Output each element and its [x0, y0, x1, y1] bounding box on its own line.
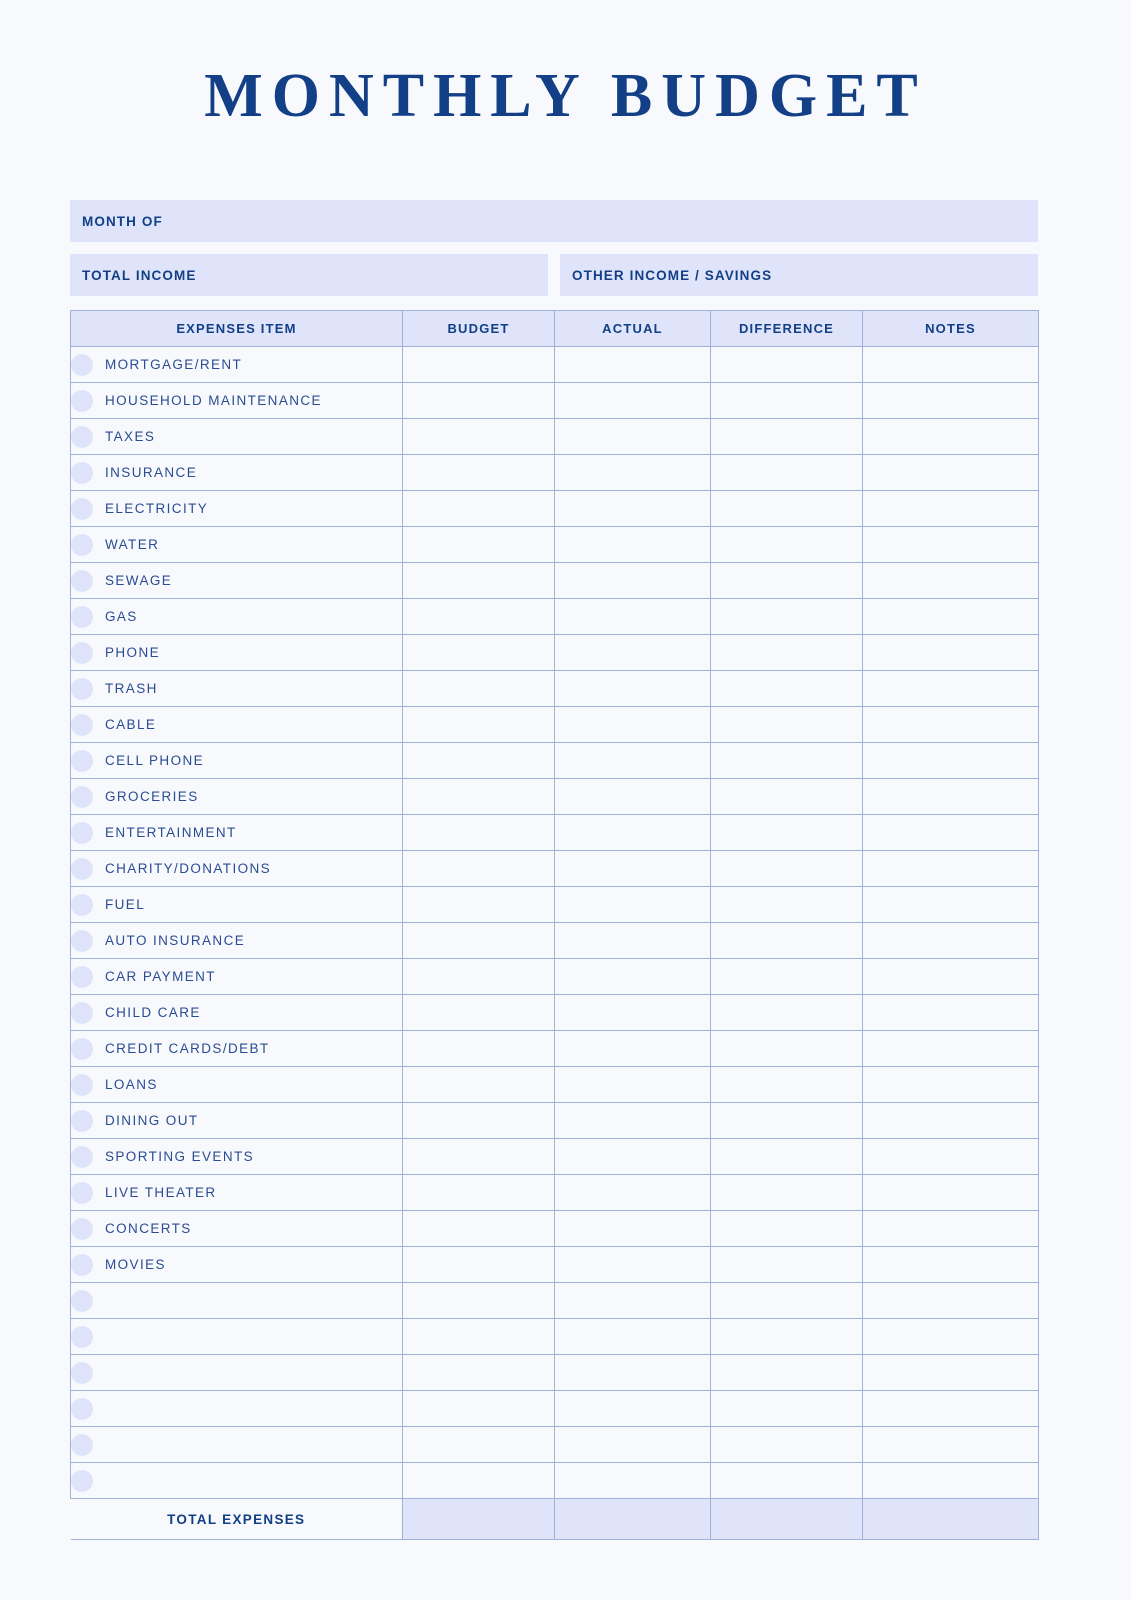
- table-row: [71, 599, 1039, 635]
- total-income-field[interactable]: [70, 254, 548, 296]
- table-footer: [71, 1499, 1039, 1540]
- expense-item-cell[interactable]: [71, 635, 403, 671]
- table-row: [71, 1103, 1039, 1139]
- difference-cell[interactable]: [711, 995, 863, 1031]
- expense-item-label: FUEL: [105, 897, 146, 912]
- notes-cell[interactable]: [863, 1031, 1039, 1067]
- expense-item-cell[interactable]: [71, 1319, 403, 1355]
- notes-cell[interactable]: [863, 1067, 1039, 1103]
- table-row: [71, 815, 1039, 851]
- expense-item-cell[interactable]: [71, 707, 403, 743]
- table-row: [71, 455, 1039, 491]
- table-row: [71, 1031, 1039, 1067]
- expense-item-cell[interactable]: [71, 959, 403, 995]
- bullet-circle-icon: [71, 1218, 93, 1240]
- actual-cell[interactable]: [555, 1139, 711, 1175]
- budget-cell[interactable]: [403, 1355, 555, 1391]
- column-header-budget: BUDGET: [403, 311, 555, 347]
- difference-cell[interactable]: [711, 779, 863, 815]
- notes-cell[interactable]: [863, 743, 1039, 779]
- expense-item-label: TRASH: [105, 681, 158, 696]
- bullet-circle-icon: [71, 1146, 93, 1168]
- bullet-circle-icon: [71, 570, 93, 592]
- expense-item-label: LOANS: [105, 1077, 158, 1092]
- expense-item-label: ELECTRICITY: [105, 501, 209, 516]
- table-row: [71, 419, 1039, 455]
- actual-cell[interactable]: [555, 1427, 711, 1463]
- bullet-circle-icon: [71, 1470, 93, 1492]
- notes-cell[interactable]: [863, 419, 1039, 455]
- expense-item-cell[interactable]: [71, 1463, 403, 1499]
- budget-cell[interactable]: [403, 995, 555, 1031]
- budget-cell[interactable]: [403, 599, 555, 635]
- difference-cell[interactable]: [711, 1427, 863, 1463]
- actual-cell[interactable]: [555, 671, 711, 707]
- total-difference-cell[interactable]: [711, 1499, 863, 1540]
- budget-cell[interactable]: [403, 1175, 555, 1211]
- notes-cell[interactable]: [863, 1463, 1039, 1499]
- budget-cell[interactable]: [403, 383, 555, 419]
- expense-item-cell[interactable]: [71, 1391, 403, 1427]
- actual-cell[interactable]: [555, 1283, 711, 1319]
- total-expenses-row: [71, 1499, 1039, 1540]
- bullet-circle-icon: [71, 786, 93, 808]
- actual-cell[interactable]: [555, 779, 711, 815]
- budget-cell[interactable]: [403, 347, 555, 383]
- notes-cell[interactable]: [863, 527, 1039, 563]
- expense-item-label: GROCERIES: [105, 789, 199, 804]
- notes-cell[interactable]: [863, 923, 1039, 959]
- budget-cell[interactable]: [403, 1463, 555, 1499]
- notes-cell[interactable]: [863, 1283, 1039, 1319]
- header-row: [71, 311, 1039, 347]
- other-income-field[interactable]: [560, 254, 1038, 296]
- actual-cell[interactable]: [555, 1031, 711, 1067]
- budget-cell[interactable]: [403, 527, 555, 563]
- budget-cell[interactable]: [403, 635, 555, 671]
- notes-cell[interactable]: [863, 1139, 1039, 1175]
- total-notes-cell[interactable]: [863, 1499, 1039, 1540]
- expense-item-label: CAR PAYMENT: [105, 969, 216, 984]
- notes-cell[interactable]: [863, 671, 1039, 707]
- difference-cell[interactable]: [711, 1355, 863, 1391]
- expense-item-label: HOUSEHOLD MAINTENANCE: [105, 393, 322, 408]
- notes-cell[interactable]: [863, 1391, 1039, 1427]
- table-row: [71, 995, 1039, 1031]
- bullet-circle-icon: [71, 1074, 93, 1096]
- column-header-item: EXPENSES ITEM: [71, 311, 403, 347]
- notes-cell[interactable]: [863, 383, 1039, 419]
- expense-item-cell[interactable]: [71, 743, 403, 779]
- notes-cell[interactable]: [863, 347, 1039, 383]
- bullet-circle-icon: [71, 498, 93, 520]
- actual-cell[interactable]: [555, 419, 711, 455]
- table-row: [71, 1319, 1039, 1355]
- expense-item-cell[interactable]: [71, 1247, 403, 1283]
- table-row: [71, 1139, 1039, 1175]
- table-row: [71, 887, 1039, 923]
- page-title: MONTHLY BUDGET: [204, 62, 927, 130]
- column-header-actual: ACTUAL: [555, 311, 711, 347]
- actual-cell[interactable]: [555, 815, 711, 851]
- expense-item-label: CABLE: [105, 717, 157, 732]
- table-row: [71, 491, 1039, 527]
- budget-cell[interactable]: [403, 1067, 555, 1103]
- bullet-circle-icon: [71, 1398, 93, 1420]
- expense-item-cell[interactable]: [71, 419, 403, 455]
- column-header-notes: NOTES: [863, 311, 1039, 347]
- expense-item-label: MOVIES: [105, 1257, 166, 1272]
- notes-cell[interactable]: [863, 959, 1039, 995]
- expense-item-label: DINING OUT: [105, 1113, 199, 1128]
- table-row: [71, 959, 1039, 995]
- difference-cell[interactable]: [711, 743, 863, 779]
- difference-cell[interactable]: [711, 1463, 863, 1499]
- column-header-difference: DIFFERENCE: [711, 311, 863, 347]
- notes-cell[interactable]: [863, 851, 1039, 887]
- notes-cell[interactable]: [863, 563, 1039, 599]
- expense-item-label: CONCERTS: [105, 1221, 192, 1236]
- expense-item-label: WATER: [105, 537, 160, 552]
- difference-cell[interactable]: [711, 1247, 863, 1283]
- expense-item-cell[interactable]: [71, 1283, 403, 1319]
- notes-cell[interactable]: [863, 1175, 1039, 1211]
- table-row: [71, 1211, 1039, 1247]
- budget-cell[interactable]: [403, 743, 555, 779]
- difference-cell[interactable]: [711, 455, 863, 491]
- difference-cell[interactable]: [711, 1067, 863, 1103]
- difference-cell[interactable]: [711, 1211, 863, 1247]
- table-row: [71, 851, 1039, 887]
- table-body: [71, 347, 1039, 1499]
- actual-cell[interactable]: [555, 383, 711, 419]
- actual-cell[interactable]: [555, 599, 711, 635]
- table-row: [71, 527, 1039, 563]
- expense-item-cell[interactable]: [71, 671, 403, 707]
- actual-cell[interactable]: [555, 743, 711, 779]
- expense-item-cell[interactable]: [71, 491, 403, 527]
- bullet-circle-icon: [71, 354, 93, 376]
- expense-item-cell[interactable]: [71, 1355, 403, 1391]
- bullet-circle-icon: [71, 390, 93, 412]
- budget-cell[interactable]: [403, 1319, 555, 1355]
- notes-cell[interactable]: [863, 815, 1039, 851]
- expense-item-cell[interactable]: [71, 923, 403, 959]
- table-header: [71, 311, 1039, 347]
- difference-cell[interactable]: [711, 1103, 863, 1139]
- month-of-field[interactable]: [70, 200, 1038, 242]
- actual-cell[interactable]: [555, 851, 711, 887]
- budget-cell[interactable]: [403, 1103, 555, 1139]
- expense-item-cell[interactable]: [71, 1103, 403, 1139]
- bullet-circle-icon: [71, 1182, 93, 1204]
- total-income-label: TOTAL INCOME: [82, 267, 197, 283]
- expense-item-cell[interactable]: [71, 1427, 403, 1463]
- table-row: [71, 1427, 1039, 1463]
- bullet-circle-icon: [71, 750, 93, 772]
- difference-cell[interactable]: [711, 923, 863, 959]
- actual-cell[interactable]: [555, 563, 711, 599]
- difference-cell[interactable]: [711, 959, 863, 995]
- table-row: [71, 1067, 1039, 1103]
- bullet-circle-icon: [71, 1290, 93, 1312]
- expense-item-label: MORTGAGE/RENT: [105, 357, 243, 372]
- table-row: [71, 743, 1039, 779]
- expense-item-cell[interactable]: [71, 1031, 403, 1067]
- notes-cell[interactable]: [863, 779, 1039, 815]
- actual-cell[interactable]: [555, 1355, 711, 1391]
- difference-cell[interactable]: [711, 671, 863, 707]
- table-row: [71, 347, 1039, 383]
- difference-cell[interactable]: [711, 851, 863, 887]
- expense-item-cell[interactable]: [71, 1175, 403, 1211]
- expense-item-cell[interactable]: [71, 1067, 403, 1103]
- expense-item-cell[interactable]: [71, 347, 403, 383]
- budget-cell[interactable]: [403, 923, 555, 959]
- difference-cell[interactable]: [711, 1283, 863, 1319]
- expense-item-cell[interactable]: [71, 887, 403, 923]
- table-row: [71, 1463, 1039, 1499]
- difference-cell[interactable]: [711, 599, 863, 635]
- table-row: [71, 563, 1039, 599]
- budget-cell[interactable]: [403, 1139, 555, 1175]
- expense-item-cell[interactable]: [71, 995, 403, 1031]
- actual-cell[interactable]: [555, 887, 711, 923]
- expense-item-label: SEWAGE: [105, 573, 173, 588]
- month-of-label: MONTH OF: [82, 213, 163, 229]
- difference-cell[interactable]: [711, 815, 863, 851]
- notes-cell[interactable]: [863, 635, 1039, 671]
- notes-cell[interactable]: [863, 1355, 1039, 1391]
- notes-cell[interactable]: [863, 1319, 1039, 1355]
- difference-cell[interactable]: [711, 563, 863, 599]
- difference-cell[interactable]: [711, 383, 863, 419]
- difference-cell[interactable]: [711, 1175, 863, 1211]
- table-row: [71, 1355, 1039, 1391]
- bullet-circle-icon: [71, 822, 93, 844]
- actual-cell[interactable]: [555, 635, 711, 671]
- bullet-circle-icon: [71, 1002, 93, 1024]
- bullet-circle-icon: [71, 1362, 93, 1384]
- expense-item-label: SPORTING EVENTS: [105, 1149, 255, 1164]
- actual-cell[interactable]: [555, 707, 711, 743]
- expense-item-label: AUTO INSURANCE: [105, 933, 246, 948]
- expense-item-cell[interactable]: [71, 1211, 403, 1247]
- expense-item-cell[interactable]: [71, 815, 403, 851]
- bullet-circle-icon: [71, 606, 93, 628]
- actual-cell[interactable]: [555, 527, 711, 563]
- difference-cell[interactable]: [711, 1391, 863, 1427]
- actual-cell[interactable]: [555, 455, 711, 491]
- budget-cell[interactable]: [403, 1211, 555, 1247]
- expense-item-label: CELL PHONE: [105, 753, 205, 768]
- budget-cell[interactable]: [403, 491, 555, 527]
- budget-sheet: [70, 200, 1038, 1540]
- bullet-circle-icon: [71, 1434, 93, 1456]
- difference-cell[interactable]: [711, 635, 863, 671]
- expense-item-label: PHONE: [105, 645, 161, 660]
- notes-cell[interactable]: [863, 1427, 1039, 1463]
- expenses-table: [70, 310, 1039, 1540]
- expense-item-cell[interactable]: [71, 455, 403, 491]
- budget-cell[interactable]: [403, 887, 555, 923]
- table-row: [71, 1283, 1039, 1319]
- budget-cell[interactable]: [403, 1283, 555, 1319]
- table-row: [71, 923, 1039, 959]
- table-row: [71, 1175, 1039, 1211]
- budget-cell[interactable]: [403, 1247, 555, 1283]
- bullet-circle-icon: [71, 462, 93, 484]
- budget-cell[interactable]: [403, 707, 555, 743]
- expense-item-label: INSURANCE: [105, 465, 198, 480]
- difference-cell[interactable]: [711, 527, 863, 563]
- actual-cell[interactable]: [555, 1067, 711, 1103]
- expense-item-label: ENTERTAINMENT: [105, 825, 237, 840]
- other-income-label: OTHER INCOME / SAVINGS: [572, 267, 773, 283]
- expense-item-cell[interactable]: [71, 383, 403, 419]
- difference-cell[interactable]: [711, 347, 863, 383]
- budget-cell[interactable]: [403, 959, 555, 995]
- total-expenses-label: TOTAL EXPENSES: [71, 1499, 403, 1540]
- difference-cell[interactable]: [711, 1031, 863, 1067]
- actual-cell[interactable]: [555, 347, 711, 383]
- actual-cell[interactable]: [555, 1247, 711, 1283]
- actual-cell[interactable]: [555, 491, 711, 527]
- notes-cell[interactable]: [863, 707, 1039, 743]
- actual-cell[interactable]: [555, 1211, 711, 1247]
- expense-item-cell[interactable]: [71, 1139, 403, 1175]
- bullet-circle-icon: [71, 678, 93, 700]
- expense-item-label: GAS: [105, 609, 138, 624]
- budget-cell[interactable]: [403, 671, 555, 707]
- bullet-circle-icon: [71, 1254, 93, 1276]
- difference-cell[interactable]: [711, 1139, 863, 1175]
- expense-item-label: LIVE THEATER: [105, 1185, 217, 1200]
- notes-cell[interactable]: [863, 491, 1039, 527]
- budget-cell[interactable]: [403, 419, 555, 455]
- actual-cell[interactable]: [555, 995, 711, 1031]
- table-row: [71, 635, 1039, 671]
- actual-cell[interactable]: [555, 1319, 711, 1355]
- total-budget-cell[interactable]: [403, 1499, 555, 1540]
- expense-item-label: TAXES: [105, 429, 156, 444]
- budget-cell[interactable]: [403, 455, 555, 491]
- budget-cell[interactable]: [403, 1427, 555, 1463]
- difference-cell[interactable]: [711, 707, 863, 743]
- bullet-circle-icon: [71, 1326, 93, 1348]
- notes-cell[interactable]: [863, 455, 1039, 491]
- actual-cell[interactable]: [555, 1463, 711, 1499]
- actual-cell[interactable]: [555, 1103, 711, 1139]
- notes-cell[interactable]: [863, 1211, 1039, 1247]
- expense-item-cell[interactable]: [71, 563, 403, 599]
- bullet-circle-icon: [71, 642, 93, 664]
- bullet-circle-icon: [71, 858, 93, 880]
- actual-cell[interactable]: [555, 959, 711, 995]
- table-row: [71, 779, 1039, 815]
- bullet-circle-icon: [71, 1110, 93, 1132]
- bullet-circle-icon: [71, 966, 93, 988]
- bullet-circle-icon: [71, 1038, 93, 1060]
- bullet-circle-icon: [71, 930, 93, 952]
- difference-cell[interactable]: [711, 491, 863, 527]
- budget-cell[interactable]: [403, 815, 555, 851]
- actual-cell[interactable]: [555, 1175, 711, 1211]
- bullet-circle-icon: [71, 534, 93, 556]
- expense-item-label: CHARITY/DONATIONS: [105, 861, 272, 876]
- bullet-circle-icon: [71, 714, 93, 736]
- actual-cell[interactable]: [555, 923, 711, 959]
- bullet-circle-icon: [71, 426, 93, 448]
- income-fields-row: [70, 254, 1038, 296]
- difference-cell[interactable]: [711, 887, 863, 923]
- difference-cell[interactable]: [711, 419, 863, 455]
- budget-cell[interactable]: [403, 851, 555, 887]
- notes-cell[interactable]: [863, 995, 1039, 1031]
- table-row: [71, 707, 1039, 743]
- expense-item-cell[interactable]: [71, 527, 403, 563]
- expense-item-cell[interactable]: [71, 599, 403, 635]
- difference-cell[interactable]: [711, 1319, 863, 1355]
- notes-cell[interactable]: [863, 1103, 1039, 1139]
- budget-cell[interactable]: [403, 1031, 555, 1067]
- notes-cell[interactable]: [863, 599, 1039, 635]
- notes-cell[interactable]: [863, 887, 1039, 923]
- notes-cell[interactable]: [863, 1247, 1039, 1283]
- actual-cell[interactable]: [555, 1391, 711, 1427]
- table-row: [71, 671, 1039, 707]
- budget-cell[interactable]: [403, 779, 555, 815]
- budget-cell[interactable]: [403, 1391, 555, 1427]
- table-row: [71, 1391, 1039, 1427]
- expense-item-cell[interactable]: [71, 851, 403, 887]
- budget-cell[interactable]: [403, 563, 555, 599]
- expense-item-label: CREDIT CARDS/DEBT: [105, 1041, 270, 1056]
- table-row: [71, 1247, 1039, 1283]
- bullet-circle-icon: [71, 894, 93, 916]
- table-row: [71, 383, 1039, 419]
- expense-item-label: CHILD CARE: [105, 1005, 201, 1020]
- expense-item-cell[interactable]: [71, 779, 403, 815]
- total-actual-cell[interactable]: [555, 1499, 711, 1540]
